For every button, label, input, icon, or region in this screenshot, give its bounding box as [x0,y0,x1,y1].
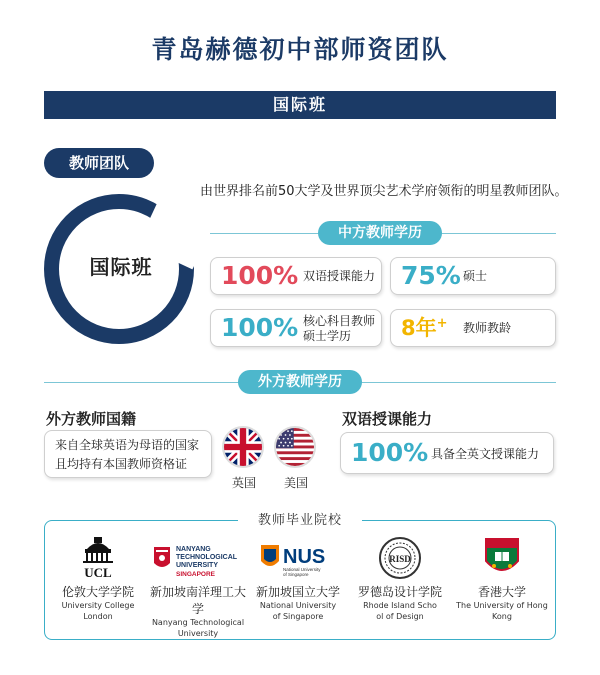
stat-label: 教师教龄 [463,321,512,335]
intro-text: 由世界排名前50大学及世界顶尖艺术学府领衔的明星教师团队。 [200,184,568,199]
uk-label: 英国 [232,476,257,490]
school-en-2: University [177,629,219,638]
svg-text:UNIVERSITY: UNIVERSITY [176,562,219,569]
svg-text:TECHNOLOGICAL: TECHNOLOGICAL [176,554,238,561]
stat-label: 硕士 [463,269,488,283]
school-risd [350,535,450,622]
nus-logo-text: NUS [283,546,326,568]
stat-card-masters [390,257,556,295]
school-en: National University [259,601,337,610]
nus-logo-icon [248,535,348,581]
school-nus [248,535,348,622]
stat-label-line1: 核心科目教师 [303,314,376,328]
svg-text:of Singapore: of Singapore [283,572,309,577]
school-en: University College London [61,601,135,621]
uk-flag-icon [222,426,264,468]
schools-title: 教师毕业院校 [238,511,362,531]
nationality-line2: 且均持有本国教师资格证 [55,457,188,471]
stat-label-line2: 硕士学历 [303,329,352,343]
stat-card-experience [390,309,556,347]
school-hku [452,535,552,622]
stat-card-core-masters [210,309,382,347]
school-cn: 新加坡南洋理工大学 [149,585,246,616]
nationality-line1: 来自全球英语为母语的国家 [55,438,200,452]
school-ucl [48,535,148,622]
bilingual-card [340,432,554,474]
stat-value: 100% [221,261,299,290]
school-cn: 罗德岛设计学院 [357,585,442,599]
school-ntu [148,535,248,639]
stat-label: 双语授课能力 [303,269,376,283]
school-en: Rhode Island Scho [363,601,437,610]
svg-text:NANYANG: NANYANG [176,546,211,553]
ring-label: 国际班 [89,255,153,279]
stat-card-bilingual [210,257,382,295]
stat-label: 具备全英文授课能力 [431,447,540,461]
nationality-heading: 外方教师国籍 [46,410,137,428]
school-en-2: ol of Design [376,612,424,621]
school-cn: 伦敦大学学院 [61,585,134,599]
school-en: Nanyang Technological [151,618,245,627]
school-cn: 香港大学 [477,585,526,599]
page-title: 青岛赫德初中部师资团队 [151,35,449,64]
svg-text:National University: National University [283,567,321,572]
ucl-logo-icon [48,535,148,581]
us-label: 美国 [284,476,309,490]
bilingual-heading: 双语授课能力 [342,410,433,428]
stat-value: 8年+ [401,316,448,340]
ntu-logo-sub: SINGAPORE [176,571,216,578]
stat-value: 75% [401,261,461,290]
risd-logo-text: RISD [389,554,411,564]
chinese-teachers-pill: 中方教师学历 [318,221,442,245]
risd-logo-icon [350,535,450,581]
foreign-teachers-pill: 外方教师学历 [238,370,362,394]
nationality-card [44,430,212,478]
teachers-tag: 教师团队 [44,148,154,178]
stat-value: 100% [351,438,429,467]
school-en: The University of Hong Kong [456,601,548,621]
school-cn: 新加坡国立大学 [255,585,340,599]
ntu-logo-icon [148,535,248,581]
hku-logo-icon [452,535,552,581]
school-en-2: of Singapore [272,612,324,621]
stat-value: 100% [221,313,299,342]
ucl-logo-text: UCL [84,565,112,580]
section-banner: 国际班 [44,91,556,119]
us-flag-icon [274,426,316,468]
